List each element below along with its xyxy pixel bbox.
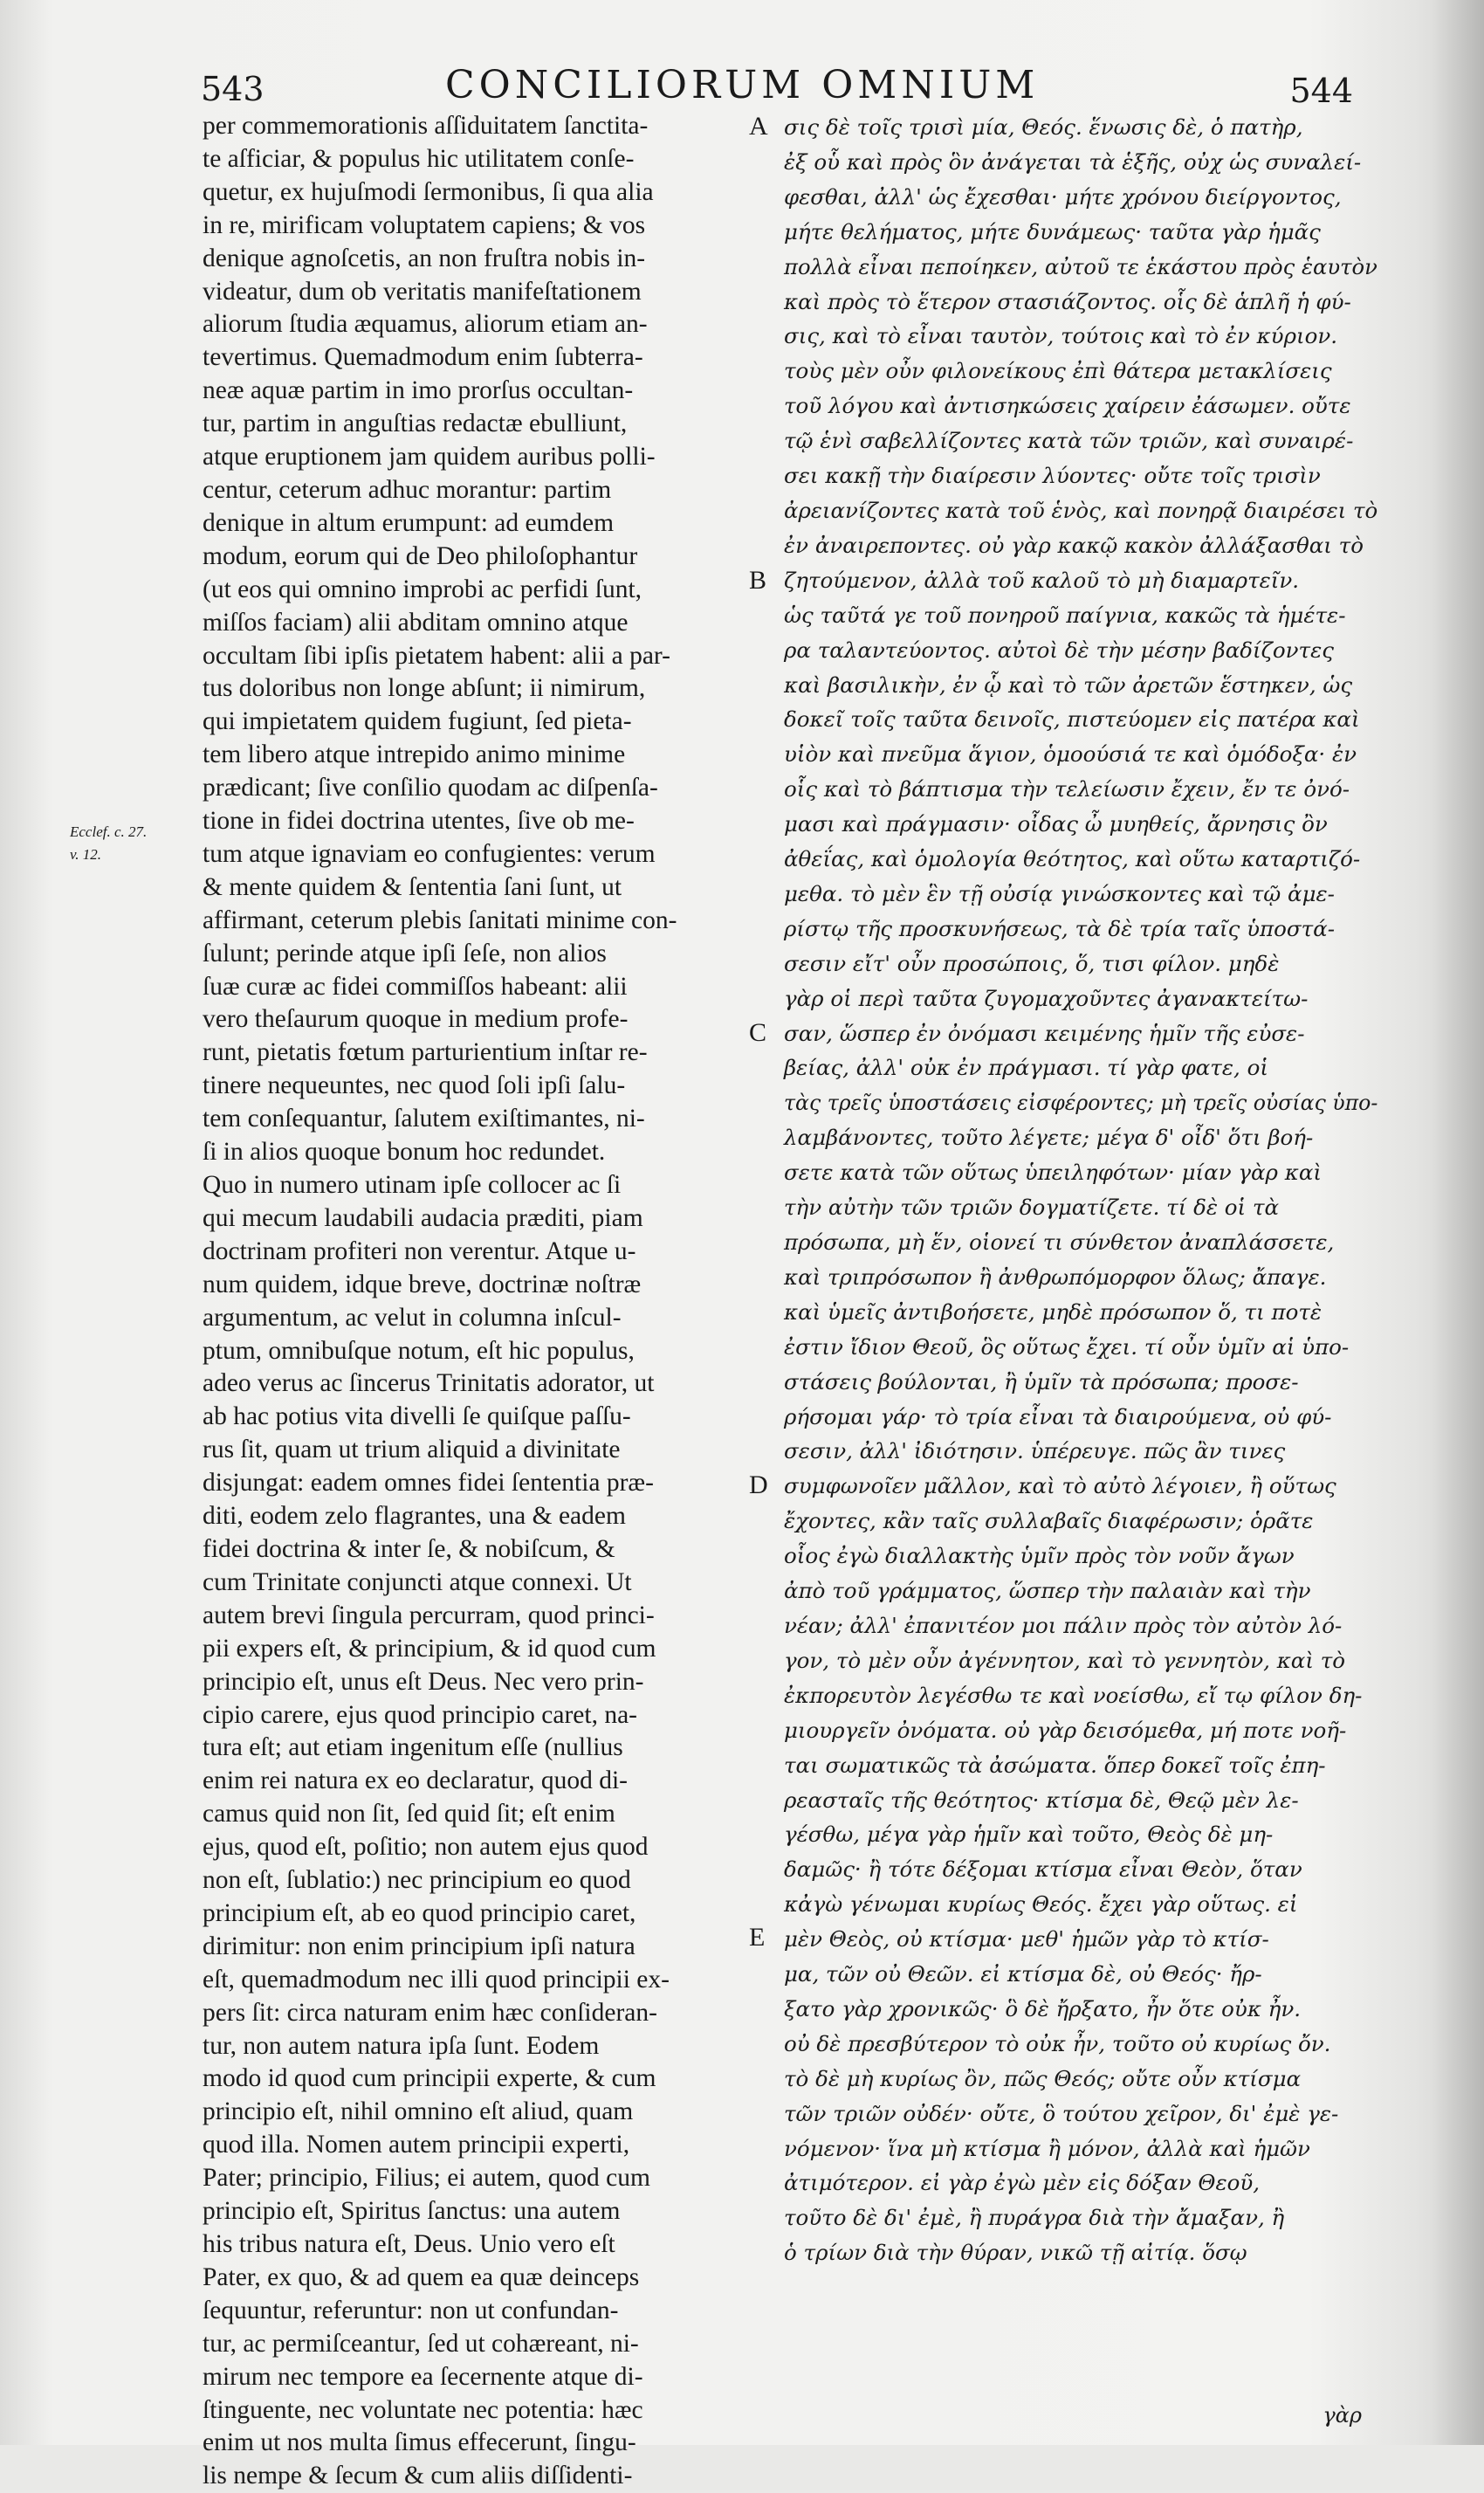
- latin-text-line: principio eſt, nihil omnino eſt aliud, quam: [203, 2097, 634, 2126]
- greek-text-line: μεθα. τὸ μὲν ἓν τῇ οὐσίᾳ γινώσκοντες καὶ τῷ ἀμε-: [784, 880, 1335, 906]
- page-number-left: 543: [201, 70, 265, 108]
- greek-text-line: τοῦτο δὲ δι' ἐμὲ, ἢ πυράγρα διὰ τὴν ἄμαξαν, ἢ: [784, 2205, 1285, 2231]
- latin-text-line: quetur, ex hujuſmodi ſermonibus, ſi qua alia: [203, 177, 654, 206]
- greek-text-line: ζητούμενον, ἀλλὰ τοῦ καλοῦ τὸ μὴ διαμαρτεῖν.: [784, 567, 1300, 593]
- greek-text-line: μὲν Θεὸς, οὐ κτίσμα· μεθ' ἡμῶν γὰρ τὸ κτίσ-: [784, 1926, 1269, 1952]
- greek-text-line: ρίστῳ τῆς προσκυνήσεως, τὰ δὲ τρία ταῖς ὑποστά-: [784, 915, 1335, 941]
- latin-text-line: vero theſaurum quoque in medium profe-: [203, 1005, 629, 1034]
- latin-text-line: fidei doctrina & inter ſe, & nobiſcum, &: [203, 1534, 615, 1563]
- latin-text-line: ſi in alios quoque bonum hoc redundet.: [203, 1138, 606, 1167]
- greek-text-line: ται σωματικῶς τὰ ἀσώματα. ὅπερ δοκεῖ τοῖς ἐπη-: [784, 1752, 1326, 1778]
- greek-text-line: νόμενον· ἵνα μὴ κτίσμα ἢ μόνον, ἀλλὰ καὶ ἡμῶν: [784, 2135, 1310, 2161]
- latin-text-line: tur, non autem natura ipſa ſunt. Eodem: [203, 2031, 600, 2060]
- greek-text-line: τοῦ λόγου καὶ ἀντισηκώσεις χαίρειν ἐάσωμεν. οὔτε: [784, 393, 1351, 419]
- greek-text-line: σαν, ὥσπερ ἐν ὀνόμασι κειμένης ἡμῖν τῆς εὐσε-: [784, 1020, 1305, 1046]
- greek-text-line: σις, καὶ τὸ εἶναι ταυτὸν, τούτοις καὶ τὸ ἐν κύριον.: [784, 323, 1338, 349]
- latin-text-line: argumentum, ac velut in columna inſcul-: [203, 1303, 622, 1332]
- greek-text-line: σετε κατὰ τῶν οὕτως ὑπειληφότων· μίαν γὰρ καὶ: [784, 1160, 1322, 1186]
- greek-text-line: οἷος ἐγὼ διαλλακτὴς ὑμῖν πρὸς τὸν νοῦν ἄγων: [784, 1543, 1295, 1569]
- latin-text-line: qui impietatem quidem fugiunt, ſed pieta-: [203, 707, 632, 736]
- latin-text-line: ſequuntur, referuntur: non ut confundan-: [203, 2296, 619, 2324]
- greek-text-line: ρα ταλαντεύοντος. αὐτοὶ δὲ τὴν μέσην βαδίζοντες: [784, 637, 1334, 663]
- latin-text-line: mirum nec tempore ea ſecernente atque di-: [203, 2362, 643, 2391]
- greek-text-line: ὡς ταῦτά γε τοῦ πονηροῦ παίγνια, κακῶς τὰ ἡμέτε-: [784, 602, 1346, 628]
- greek-text-line: βείας, ἀλλ' οὐκ ἐν πράγμασι. τί γὰρ φατε, οἱ: [784, 1055, 1268, 1081]
- greek-text-line: καὶ βασιλικὴν, ἐν ᾧ καὶ τὸ τῶν ἀρετῶν ἕστηκεν, ὡς: [784, 671, 1353, 698]
- latin-text-line: runt, pietatis fœtum parturientium inſtar re-: [203, 1038, 648, 1067]
- section-letter-b: B: [749, 566, 767, 595]
- greek-text-line: μήτε θελήματος, μήτε δυνάμεως· ταῦτα γὰρ ἡμᾶς: [784, 218, 1321, 244]
- greek-text-line: ἀπὸ τοῦ γράμματος, ὥσπερ τὴν παλαιὰν καὶ τὴν: [784, 1578, 1311, 1604]
- latin-text-line: ſtinguente, nec voluntate nec potentia: hæc: [203, 2395, 643, 2424]
- latin-text-line: tinere nequeuntes, nec quod ſoli ipſi ſalu-: [203, 1071, 626, 1100]
- greek-text-line: οὐ δὲ πρεσβύτερον τὸ οὐκ ἦν, τοῦτο οὐ κυρίως ὄν.: [784, 2030, 1331, 2056]
- latin-text-line: tura eſt; aut etiam ingenitum eſſe (nullius: [203, 1733, 623, 1762]
- latin-text-line: disjungat: eadem omnes fidei ſententia præ-: [203, 1469, 654, 1498]
- latin-text-line: lis nempe & ſecum & cum aliis diſſidenti-: [203, 2462, 633, 2490]
- greek-text-line: τὰς τρεῖς ὑποστάσεις εἰσφέροντες; μὴ τρεῖς οὐσίας ὑπο-: [784, 1090, 1378, 1116]
- section-letter-e: E: [749, 1923, 766, 1952]
- greek-text-line: ἐστιν ἴδιον Θεοῦ, ὃς οὕτως ἔχει. τί οὖν ὑμῖν αἱ ὑπο-: [784, 1333, 1350, 1360]
- latin-text-line: denique in altum erumpunt: ad eumdem: [203, 508, 615, 537]
- marginal-reference: [70, 821, 192, 866]
- greek-text-line: ἀθεΐας, καὶ ὁμολογία θεότητος, καὶ οὕτω καταρτιζό-: [784, 846, 1361, 872]
- latin-text-line: ejus, quod eſt, poſitio; non autem ejus quod: [203, 1833, 649, 1862]
- greek-text-line: νέαν; ἀλλ' ἐπανιτέον μοι πάλιν πρὸς τὸν αὐτὸν λό-: [784, 1612, 1343, 1638]
- greek-text-line: λαμβάνοντες, τοῦτο λέγετε; μέγα δ' οἶδ' ὅτι βοή-: [784, 1125, 1314, 1151]
- latin-text-line: enim rei natura ex eo declaratur, quod di-: [203, 1766, 628, 1795]
- greek-text-line: σεσιν, ἀλλ' ἰδιότησιν. ὑπέρευγε. πῶς ἂν τινες: [784, 1438, 1286, 1464]
- latin-text-line: autem brevi ſingula percurram, quod princi-: [203, 1601, 655, 1629]
- latin-text-line: ab hac potius vita divelli ſe quiſque paſſu-: [203, 1402, 631, 1431]
- latin-text-line: Quo in numero utinam ipſe collocer ac ſi: [203, 1171, 622, 1199]
- latin-text-line: eſt, quemadmodum nec illi quod principii ex-: [203, 1965, 670, 1994]
- latin-text-line: te aſficiar, & populus hic utilitatem conſe-: [203, 144, 635, 173]
- greek-text-line: μασι καὶ πράγμασιν· οἶδας ὦ μυηθείς, ἄρνησις ὂν: [784, 811, 1328, 837]
- latin-text-line: modo id quod cum principii experte, & cum: [203, 2064, 656, 2093]
- greek-text-line: σις δὲ τοῖς τρισὶ μία, Θεός. ἕνωσις δὲ, ὁ πατὴρ,: [784, 114, 1303, 140]
- latin-text-line: principio eſt, Spiritus ſanctus: una autem: [203, 2197, 621, 2226]
- latin-text-line: prædicant; ſive conſilio quodam ac diſpenſa-: [203, 774, 658, 802]
- greek-text-line: γον, τὸ μὲν οὖν ἀγέννητον, καὶ τὸ γεννητὸν, καὶ τὸ: [784, 1647, 1346, 1673]
- latin-text-line: tevertimus. Quemadmodum enim ſubterra-: [203, 343, 643, 372]
- latin-text-line: Pater; principio, Filius; ei autem, quod cum: [203, 2164, 650, 2193]
- greek-text-line: πολλὰ εἶναι πεποίηκεν, αὐτοῦ τε ἑκάστου πρὸς ἑαυτὸν: [784, 253, 1378, 279]
- latin-text-line: ſulunt; perinde atque ipſi ſeſe, non alios: [203, 939, 607, 968]
- greek-text-line: ἔχοντες, κἂν ταῖς συλλαβαῖς διαφέρωσιν; ὁρᾶτε: [784, 1508, 1314, 1534]
- greek-text-line: τὸ δὲ μὴ κυρίως ὂν, πῶς Θεός; οὔτε οὖν κτίσμα: [784, 2065, 1302, 2091]
- latin-text-line: tus doloribus non longe abſunt; ii nimirum,: [203, 674, 646, 703]
- latin-text-line: diti, eodem zelo flagrantes, una & eadem: [203, 1502, 626, 1531]
- latin-text-line: rus ſit, quam ut trium aliquid a divinitate: [203, 1436, 621, 1464]
- margin-note-line: v. 12.: [70, 846, 102, 863]
- latin-text-line: & mente quidem & ſententia ſani ſunt, ut: [203, 872, 622, 901]
- latin-text-line: num quidem, idque breve, doctrinæ noſtræ: [203, 1270, 642, 1298]
- latin-text-line: pii expers eſt, & principium, & id quod cum: [203, 1634, 656, 1663]
- latin-text-line: qui mecum laudabili audacia præditi, piam: [203, 1203, 643, 1232]
- greek-text-line: σεσιν εἴτ' οὖν προσώποις, ὅ, τισι φίλον. μηδὲ: [784, 950, 1280, 976]
- greek-text-line: ἐξ οὗ καὶ πρὸς ὃν ἀνάγεται τὰ ἑξῆς, οὐχ ὡς συναλεί-: [784, 148, 1362, 175]
- section-letter-d: D: [749, 1470, 768, 1499]
- latin-text-line: principio eſt, unus eſt Deus. Nec vero prin-: [203, 1667, 644, 1696]
- greek-text-line: ἐκπορευτὸν λεγέσθω τε καὶ νοείσθω, εἴ τῳ φίλον δη-: [784, 1682, 1363, 1708]
- latin-text-line: ſuæ curæ ac fidei commiſſos habeant: alii: [203, 972, 628, 1001]
- greek-text-line: ἐν ἀναιρεποντες. οὐ γὰρ κακῷ κακὸν ἀλλάξασθαι τὸ: [784, 532, 1364, 558]
- page-edge-shadow: [1432, 0, 1484, 2445]
- latin-text-line: enim ut nos multa ſimus effecerunt, ſingu-: [203, 2428, 636, 2457]
- latin-text-line: in re, mirificam voluptatem capiens; & vos: [203, 210, 646, 239]
- greek-text-line: καὶ τριπρόσωπον ἢ ἀνθρωπόμορφον ὅλως; ἄπαγε.: [784, 1264, 1327, 1290]
- greek-text-line: δοκεῖ τοῖς ταῦτα δεινοῖς, πιστεύομεν εἰς πατέρα καὶ: [784, 706, 1360, 733]
- latin-text-line: non eſt, ſublatio:) nec principium eo quod: [203, 1866, 631, 1895]
- latin-text-line: tem libero atque intrepido animo minime: [203, 740, 626, 769]
- latin-text-line: (ut eos qui omnino improbi ac perfidi ſunt,: [203, 575, 642, 603]
- greek-text-line: γέσθω, μέγα γὰρ ἡμῖν καὶ τοῦτο, Θεὸς δὲ μη-: [784, 1822, 1274, 1848]
- margin-note-line: Ecclef. c. 27.: [70, 823, 148, 840]
- latin-text-line: occultam ſibi ipſis pietatem habent: alii a par-: [203, 641, 670, 670]
- latin-text-line: ptum, omnibuſque notum, eſt hic populus,: [203, 1336, 635, 1365]
- latin-text-line: denique agnoſcetis, an non fruſtra nobis in-: [203, 244, 646, 272]
- latin-text-line: cum Trinitate conjuncti atque connexi. Ut: [203, 1567, 632, 1596]
- greek-text-line: ὁ τρίων διὰ τὴν θύραν, νικῶ τῇ αἰτίᾳ. ὅσῳ: [784, 2240, 1247, 2266]
- latin-text-line: Pater, ex quo, & ad quem ea quæ deinceps: [203, 2262, 640, 2291]
- greek-text-line: ξατο γὰρ χρονικῶς· ὃ δὲ ἤρξατο, ἦν ὅτε οὐκ ἦν.: [784, 1995, 1302, 2021]
- greek-text-line: κἀγὼ γένωμαι κυρίως Θεός. ἔχει γὰρ οὕτως. εἰ: [784, 1891, 1298, 1918]
- greek-text-line: ρήσομαι γάρ· τὸ τρία εἶναι τὰ διαιρούμενα, οὐ φύ-: [784, 1403, 1332, 1429]
- catchword: γὰρ: [1323, 2403, 1362, 2428]
- latin-text-line: centur, ceterum adhuc morantur: partim: [203, 475, 612, 504]
- latin-text-line: atque eruptionem jam quidem auribus polli-: [203, 443, 656, 472]
- latin-text-line: principium eſt, ab eo quod principio caret,: [203, 1898, 636, 1927]
- running-title: CONCILIORUM OMNIUM: [445, 63, 1040, 107]
- latin-text-line: tem conſequantur, ſalutem exiſtimantes, ni-: [203, 1105, 645, 1133]
- greek-text-line: καὶ ὑμεῖς ἀντιβοήσετε, μηδὲ πρόσωπον ὅ, τι ποτὲ: [784, 1298, 1323, 1325]
- latin-text-line: pers ſit: circa naturam enim hæc conſideran-: [203, 1998, 657, 2027]
- latin-text-line: affirmant, ceterum plebis ſanitati minime con-: [203, 906, 677, 934]
- greek-text-line: τὴν αὐτὴν τῶν τριῶν δογματίζετε. τί δὲ οἱ τὰ: [784, 1195, 1280, 1221]
- greek-text-line: συμφωνοῖεν μᾶλλον, καὶ τὸ αὐτὸ λέγοιεν, ἢ οὕτως: [784, 1473, 1336, 1499]
- greek-text-line: ἀρειανίζοντες κατὰ τοῦ ἑνὸς, καὶ πονηρᾷ διαιρέσει τὸ: [784, 497, 1378, 523]
- section-letter-a: A: [749, 112, 768, 141]
- latin-text-line: cipio carere, ejus quod principio caret, na-: [203, 1700, 637, 1729]
- latin-text-line: tum atque ignaviam eo confugientes: verum: [203, 839, 656, 868]
- latin-text-line: videatur, dum ob veritatis manifeſtationem: [203, 277, 642, 306]
- latin-text-line: per commemorationis aſſiduitatem ſanctita-: [203, 112, 649, 140]
- greek-text-line: δαμῶς· ἢ τότε δέξομαι κτίσμα εἶναι Θεὸν, ὅταν: [784, 1856, 1302, 1883]
- section-letter-c: C: [749, 1018, 767, 1047]
- greek-text-line: μα, τῶν οὐ Θεῶν. εἰ κτίσμα δὲ, οὐ Θεός· ἤρ-: [784, 1961, 1262, 1987]
- latin-text-line: doctrinam profiteri non verentur. Atque u-: [203, 1236, 636, 1265]
- latin-text-line: tione in fidei doctrina utentes, ſive ob me-: [203, 807, 635, 836]
- greek-column: [784, 110, 1378, 2398]
- greek-text-line: φεσθαι, ἀλλ' ὡς ἔχεσθαι· μήτε χρόνου διείργοντος,: [784, 183, 1342, 210]
- greek-text-line: σει κακῇ τὴν διαίρεσιν λύοντες· οὔτε τοῖς τρισὶν: [784, 463, 1321, 489]
- greek-text-line: ἀτιμότερον. εἰ γὰρ ἐγὼ μὲν εἰς δόξαν Θεοῦ,: [784, 2170, 1261, 2196]
- greek-text-line: τοὺς μὲν οὖν φιλονείκους ἐπὶ θάτερα μετακλίσεις: [784, 358, 1332, 384]
- latin-text-line: his tribus natura eſt, Deus. Unio vero eſt: [203, 2230, 615, 2258]
- latin-text-line: miſſos faciam) alii abditam omnino atque: [203, 608, 629, 637]
- greek-text-line: πρόσωπα, μὴ ἕν, οἱονεί τι σύνθετον ἀναπλάσσετε,: [784, 1229, 1335, 1255]
- latin-text-line: camus quid non ſit, ſed quid ſit; eſt enim: [203, 1800, 615, 1828]
- greek-text-line: τῶν τριῶν οὐδέν· οὔτε, ὃ τούτου χεῖρον, δι' ἐμὲ γε-: [784, 2100, 1339, 2126]
- greek-text-line: οἷς καὶ τὸ βάπτισμα τὴν τελείωσιν ἔχειν, ἔν τε ὀνό-: [784, 776, 1350, 802]
- greek-text-line: ρεασταῖς τῆς θεότητος· κτίσμα δὲ, Θεῷ μὲν λε-: [784, 1787, 1299, 1813]
- latin-text-line: aliorum ſtudia æquamus, aliorum etiam an-: [203, 310, 648, 339]
- page-number-right: 544: [1289, 72, 1353, 110]
- latin-text-line: quod illa. Nomen autem principii experti,: [203, 2131, 630, 2159]
- latin-text-line: tur, ac permiſceantur, ſed ut cohæreant, ni-: [203, 2329, 639, 2358]
- greek-text-line: στάσεις βούλονται, ἢ ὑμῖν τὰ πρόσωπα; προσε-: [784, 1368, 1299, 1395]
- greek-text-line: υἱὸν καὶ πνεῦμα ἅγιον, ὁμοούσιά τε καὶ ὁμόδοξα· ἐν: [784, 741, 1357, 768]
- greek-text-line: καὶ πρὸς τὸ ἕτερον στασιάζοντος. οἷς δὲ ἁπλῆ ἡ φύ-: [784, 288, 1351, 314]
- latin-column: [203, 110, 749, 2490]
- greek-text-line: μιουργεῖν ὀνόματα. οὐ γὰρ δεισόμεθα, μή ποτε νοῆ-: [784, 1717, 1347, 1743]
- running-header: [201, 63, 1353, 115]
- latin-text-line: adeo verus ac ſincerus Trinitatis adorator, ut: [203, 1369, 655, 1398]
- latin-text-line: modum, eorum qui de Deo philoſophantur: [203, 541, 638, 570]
- latin-text-line: dirimitur: non enim principium ipſi natura: [203, 1932, 636, 1960]
- greek-text-line: γὰρ οἱ περὶ ταῦτα ζυγομαχοῦντες ἀγανακτείτω-: [784, 985, 1309, 1011]
- latin-text-line: neæ aquæ partim in imo prorſus occultan-: [203, 376, 634, 405]
- latin-text-line: tur, partim in anguſtias redactæ ebulliunt,: [203, 410, 628, 438]
- greek-text-line: τῷ ἑνὶ σαβελλίζοντες κατὰ τῶν τριῶν, καὶ συναιρέ-: [784, 428, 1354, 454]
